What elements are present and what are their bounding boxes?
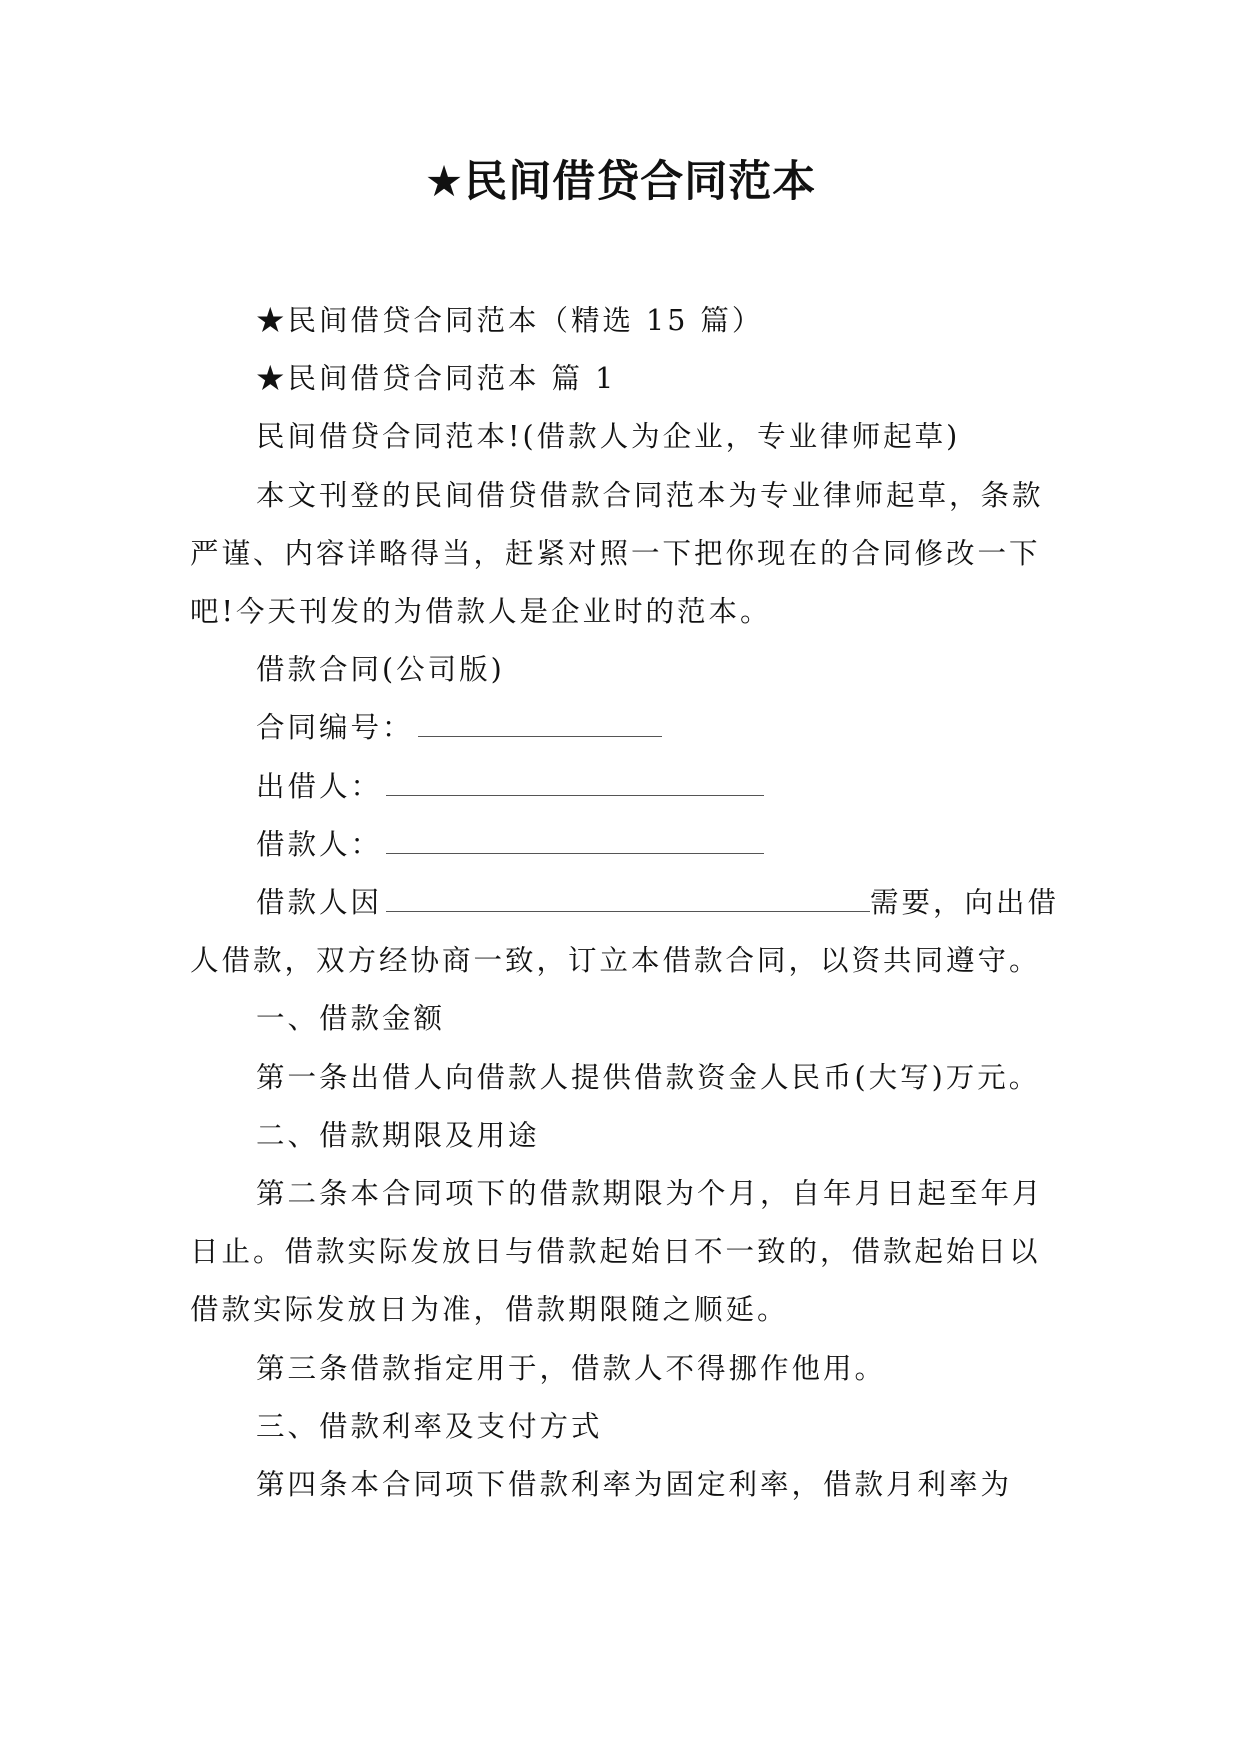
lender-line	[190, 758, 1060, 816]
contract-number-blank	[418, 714, 662, 737]
document-title: ★民间借贷合同范本	[424, 157, 817, 207]
article-3: 第三条借款指定用于，借款人不得挪作他用。	[256, 1351, 887, 1385]
contract-number-label: 合同编号：	[256, 711, 414, 745]
heading-loan-term: 二、借款期限及用途	[256, 1118, 540, 1152]
lender-label: 出借人：	[256, 769, 383, 803]
lender-blank	[386, 773, 764, 796]
paragraph-section-title: ★民间借贷合同范本 篇 1	[256, 362, 617, 396]
reason-blank	[386, 889, 870, 912]
article-2: 第二条本合同项下的借款期限为个月，自年月日起至年月日止。借款实际发放日与借款起始日不一致的，借款起始日以借款实际发放日为准，借款期限随之顺延。	[190, 1177, 1044, 1327]
paragraph-subtitle: 民间借贷合同范本!(借款人为企业，专业律师起草)	[256, 420, 961, 454]
reason-prefix: 借款人因	[256, 886, 383, 920]
borrower-label: 借款人：	[256, 827, 383, 861]
heading-interest-rate: 三、借款利率及支付方式	[256, 1409, 603, 1443]
paragraph-collection-title: ★民间借贷合同范本（精选 15 篇）	[256, 304, 764, 337]
reason-suffix: 需要，向出借人借款，双方经协商一致，订立本借款合同，以资共同遵守。	[190, 886, 1060, 978]
borrower-line	[190, 816, 1060, 874]
contract-number-line	[190, 699, 1060, 757]
article-1: 第一条出借人向借款人提供借款资金人民币(大写)万元。	[256, 1060, 1041, 1094]
document-body	[190, 292, 1060, 1514]
paragraph-intro: 本文刊登的民间借贷借款合同范本为专业律师起草，条款严谨、内容详略得当，赶紧对照一下把你现在的合同修改一下吧!今天刊发的为借款人是企业时的范本。	[190, 478, 1044, 629]
paragraph-contract-heading: 借款合同(公司版)	[256, 653, 505, 687]
heading-loan-amount: 一、借款金额	[256, 1002, 446, 1036]
borrower-blank	[386, 831, 764, 854]
reason-paragraph	[190, 874, 1060, 990]
article-4: 第四条本合同项下借款利率为固定利率，借款月利率为	[256, 1468, 1013, 1502]
